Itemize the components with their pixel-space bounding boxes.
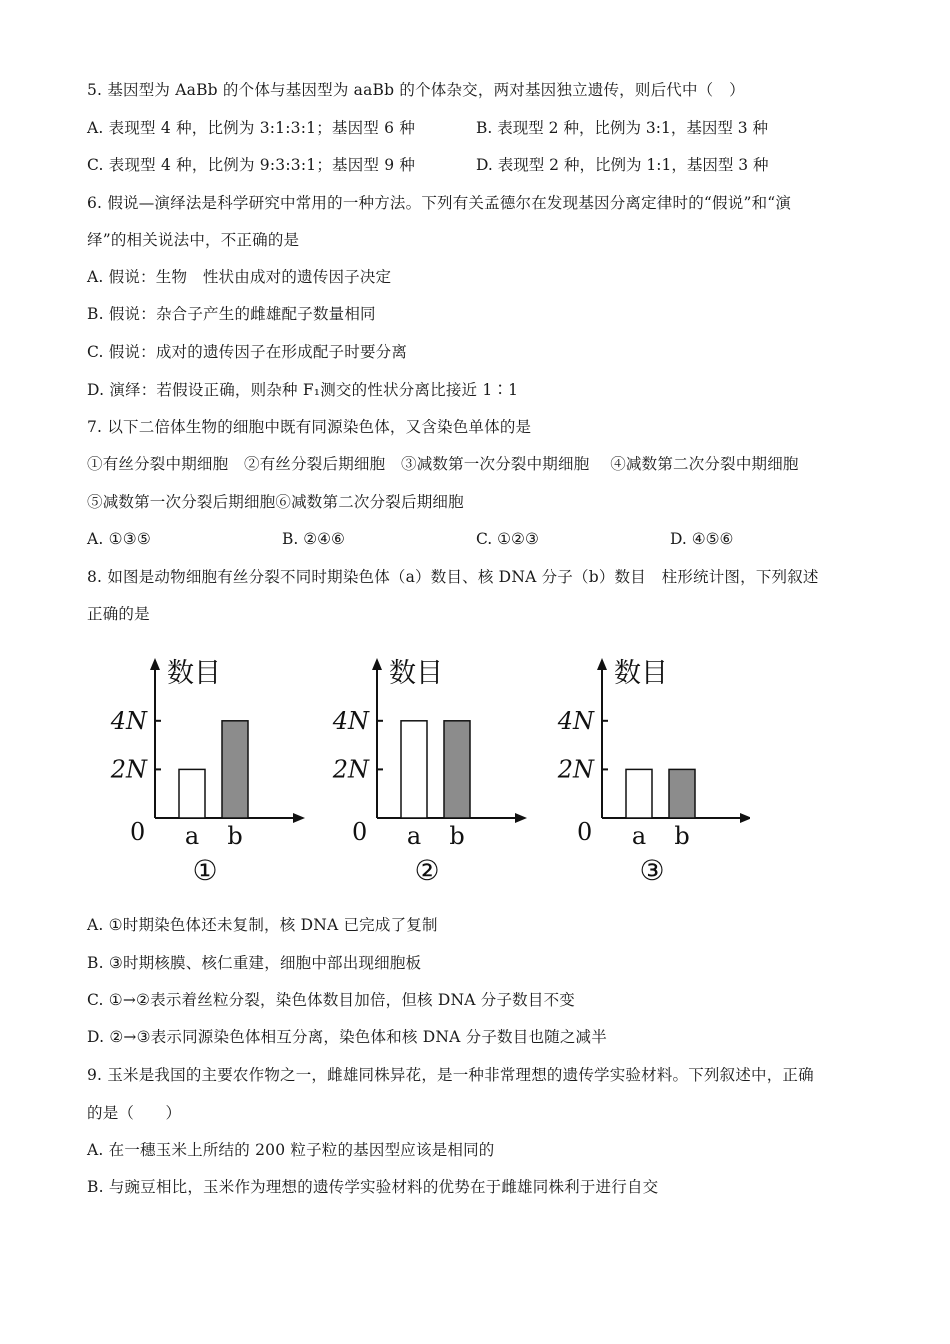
chart-3-ytick-label-2: 4N <box>557 706 594 735</box>
chart-1-ylabel: 数目 <box>167 658 221 689</box>
chart-1-panel-label: ① <box>192 854 218 887</box>
q6-option-a: A. 假说：生物 性状由成对的遗传因子决定 <box>87 268 392 286</box>
chart-3-panel-label: ③ <box>639 854 665 887</box>
chart-2-category-label-a: a <box>406 822 422 850</box>
bar-charts-figure <box>100 650 750 890</box>
q5-option-a: A. 表现型 4 种，比例为 3:1:3:1；基因型 6 种 <box>87 119 416 137</box>
chart-2-bar-a <box>401 721 427 818</box>
chart-3-x-arrow <box>740 813 750 823</box>
chart-1-category-label-b: b <box>227 822 243 850</box>
chart-2-bar-b <box>444 721 470 818</box>
chart-2-category-label-b: b <box>449 822 465 850</box>
q5-option-d: D. 表现型 2 种，比例为 1:1，基因型 3 种 <box>476 156 769 174</box>
chart-3-ytick-label-1: 2N <box>557 755 594 784</box>
chart-3-ylabel: 数目 <box>614 658 668 689</box>
q7-items-line2: ⑤减数第一次分裂后期细胞⑥减数第二次分裂后期细胞 <box>87 493 464 511</box>
chart-2-ytick-label-2: 4N <box>332 706 369 735</box>
q7-stem: 7. 以下二倍体生物的细胞中既有同源染色体，又含染色单体的是 <box>87 418 532 436</box>
q6-option-b: B. 假说：杂合子产生的雌雄配子数量相同 <box>87 305 376 323</box>
q5-option-c: C. 表现型 4 种，比例为 9:3:3:1；基因型 9 种 <box>87 156 416 174</box>
q7-option-c: C. ①②③ <box>476 530 539 548</box>
q8-option-b: B. ③时期核膜、核仁重建，细胞中部出现细胞板 <box>87 954 422 972</box>
q9-option-b: B. 与豌豆相比，玉米作为理想的遗传学实验材料的优势在于雌雄同株利于进行自交 <box>87 1178 659 1196</box>
q7-items-line1: ①有丝分裂中期细胞 ②有丝分裂后期细胞 ③减数第一次分裂中期细胞 ④减数第二次分裂中期细胞 <box>87 455 799 473</box>
chart-3-bar-b <box>669 769 695 818</box>
q9-option-a: A. 在一穗玉米上所结的 200 粒子粒的基因型应该是相同的 <box>87 1141 495 1159</box>
chart-1-x-arrow <box>293 813 305 823</box>
q8-option-a: A. ①时期染色体还未复制，核 DNA 已完成了复制 <box>87 916 438 934</box>
q6-stem-line1: 6. 假说—演绎法是科学研究中常用的一种方法。下列有关孟德尔在发现基因分离定律时的“假说”和“演 <box>87 194 792 212</box>
q8-stem-line1: 8. 如图是动物细胞有丝分裂不同时期染色体（a）数目、核 DNA 分子（b）数目 柱形统计图，下列叙述 <box>87 568 819 586</box>
chart-1-bar-b <box>222 721 248 818</box>
q5-option-b: B. 表现型 2 种，比例为 3:1，基因型 3 种 <box>476 119 769 137</box>
q7-option-a: A. ①③⑤ <box>87 530 151 548</box>
chart-3-origin-label: 0 <box>577 818 593 846</box>
chart-3-y-arrow <box>597 658 607 670</box>
q6-option-d: D. 演绎：若假设正确，则杂种 F₁测交的性状分离比接近 1∶1 <box>87 381 519 399</box>
chart-1-ytick-label-1: 2N <box>110 755 147 784</box>
chart-3-bar-a <box>626 769 652 818</box>
q8-stem-line2: 正确的是 <box>87 605 150 623</box>
q9-stem-line2: 的是（ ） <box>87 1104 182 1122</box>
q6-option-c: C. 假说：成对的遗传因子在形成配子时要分离 <box>87 343 408 361</box>
q5-stem: 5. 基因型为 AaBb 的个体与基因型为 aaBb 的个体杂交，两对基因独立遗传，则后代中（ ） <box>87 81 745 99</box>
chart-1-ytick-label-2: 4N <box>110 706 147 735</box>
q6-stem-line2: 绎”的相关说法中，不正确的是 <box>87 231 300 249</box>
chart-3-category-label-b: b <box>674 822 690 850</box>
chart-2-x-arrow <box>515 813 527 823</box>
chart-2-origin-label: 0 <box>352 818 368 846</box>
chart-2-ytick-label-1: 2N <box>332 755 369 784</box>
chart-3-category-label-a: a <box>631 822 647 850</box>
q9-stem-line1: 9. 玉米是我国的主要农作物之一，雌雄同株异花，是一种非常理想的遗传学实验材料。下列叙述中，正确 <box>87 1066 814 1084</box>
q8-option-d: D. ②→③表示同源染色体相互分离，染色体和核 DNA 分子数目也随之减半 <box>87 1028 607 1046</box>
q7-option-d: D. ④⑤⑥ <box>670 530 734 548</box>
chart-1-bar-a <box>179 769 205 818</box>
chart-1-origin-label: 0 <box>130 818 146 846</box>
chart-2-y-arrow <box>372 658 382 670</box>
chart-1-category-label-a: a <box>184 822 200 850</box>
q8-option-c: C. ①→②表示着丝粒分裂，染色体数目加倍，但核 DNA 分子数目不变 <box>87 991 575 1009</box>
bar-charts-svg <box>100 650 750 890</box>
q7-option-b: B. ②④⑥ <box>282 530 345 548</box>
chart-2-panel-label: ② <box>414 854 440 887</box>
chart-1-y-arrow <box>150 658 160 670</box>
chart-2-ylabel: 数目 <box>389 658 443 689</box>
